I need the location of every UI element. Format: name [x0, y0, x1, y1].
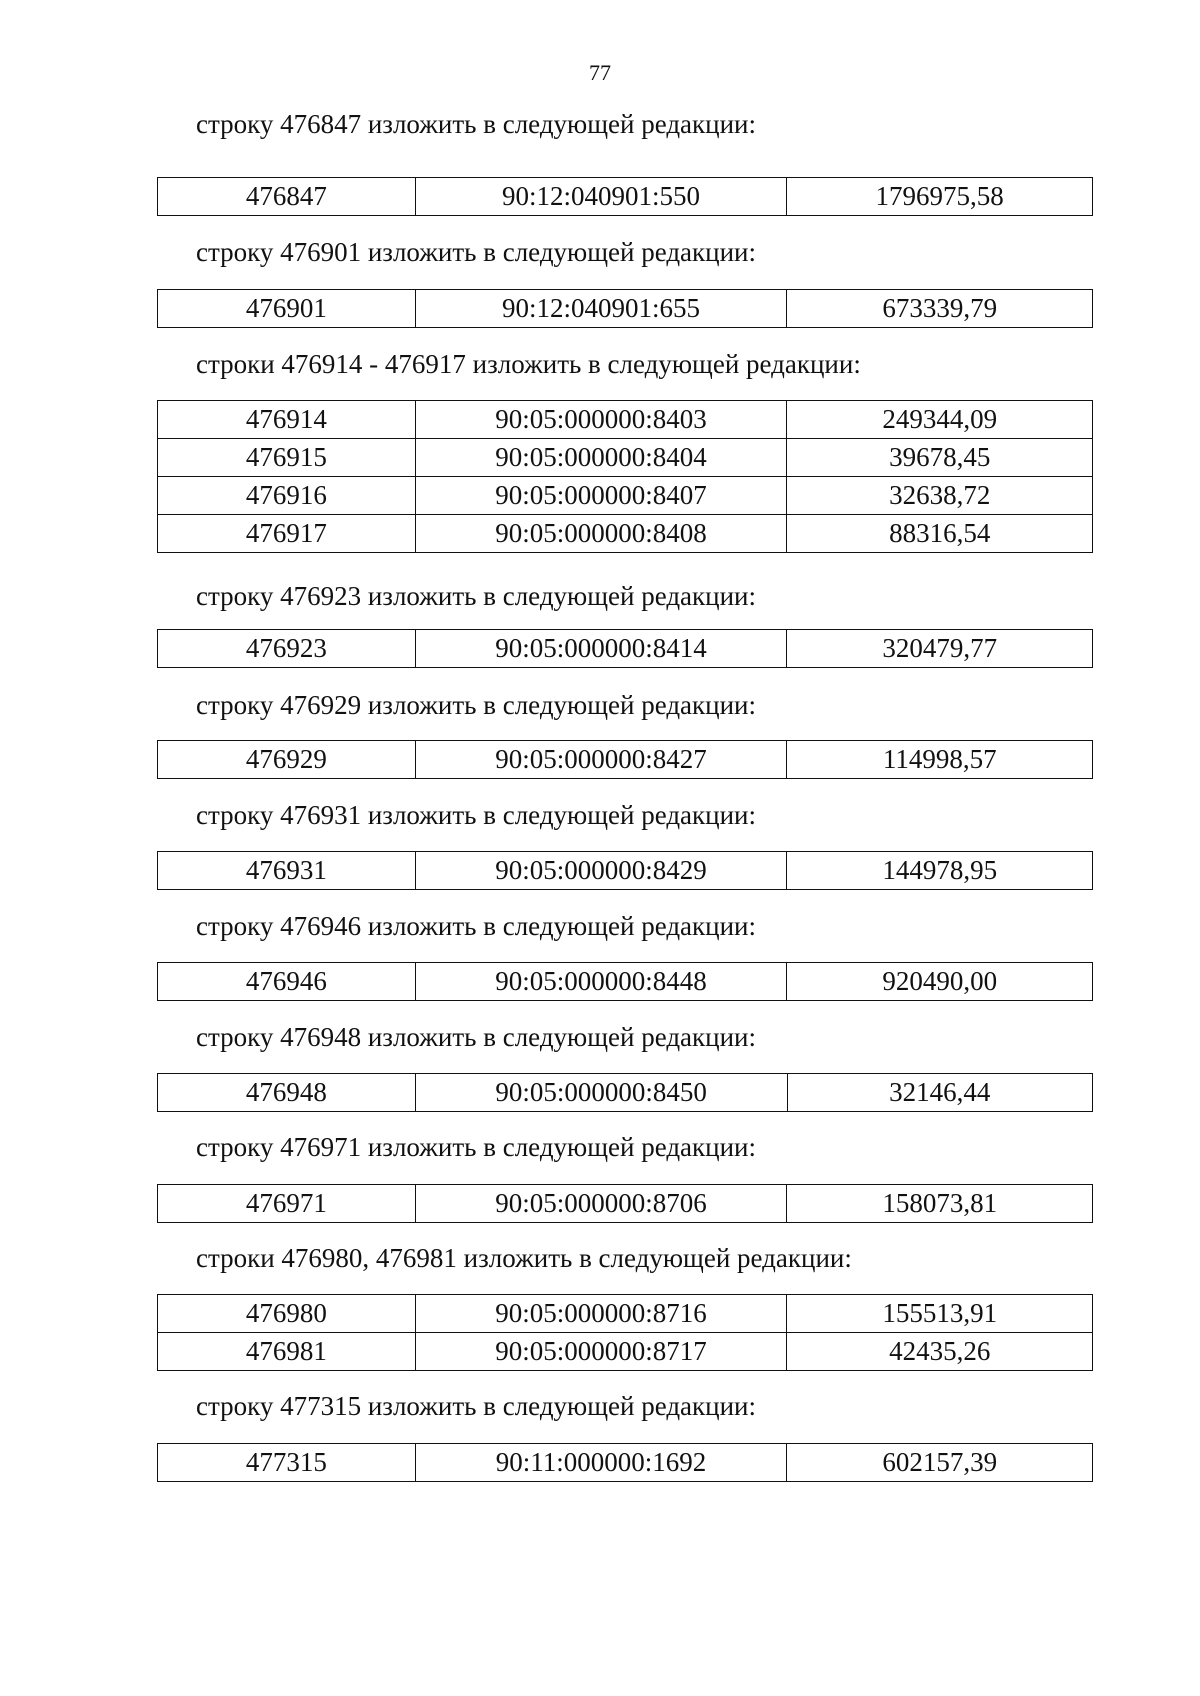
- amendment-instruction: строку 476901 изложить в следующей редакции:: [196, 237, 757, 267]
- table-row: [158, 515, 1093, 553]
- value-cell: 920490,00: [787, 963, 1093, 1001]
- table-row: [158, 178, 1093, 216]
- cadastral-number-cell: 90:05:000000:8706: [415, 1185, 787, 1223]
- value-cell: 114998,57: [787, 741, 1093, 779]
- table-row: [158, 1074, 1093, 1112]
- value-cell: 673339,79: [787, 290, 1093, 328]
- value-cell: 1796975,58: [787, 178, 1093, 216]
- table-row: [158, 1333, 1093, 1371]
- cadastral-number-cell: 90:05:000000:8408: [415, 515, 787, 553]
- amendment-table: [157, 400, 1093, 553]
- amendment-instruction: строку 477315 изложить в следующей редакции:: [196, 1391, 757, 1421]
- amendment-table: [157, 629, 1093, 668]
- amendment-instruction: строки 476914 - 476917 изложить в следующей редакции:: [196, 349, 861, 379]
- cadastral-number-cell: 90:05:000000:8403: [415, 401, 787, 439]
- amendment-instruction: строку 476948 изложить в следующей редакции:: [196, 1022, 757, 1052]
- amendment-instruction: строку 476931 изложить в следующей редакции:: [196, 800, 757, 830]
- amendment-instruction: строку 476923 изложить в следующей редакции:: [196, 581, 757, 611]
- amendment-instruction: строки 476980, 476981 изложить в следующей редакции:: [196, 1243, 852, 1273]
- row-number-cell: 476901: [158, 290, 416, 328]
- value-cell: 602157,39: [787, 1444, 1093, 1482]
- cadastral-number-cell: 90:12:040901:655: [415, 290, 787, 328]
- row-number-cell: 476929: [158, 741, 416, 779]
- amendment-table: [157, 962, 1093, 1001]
- row-number-cell: 476948: [158, 1074, 416, 1112]
- value-cell: 32146,44: [787, 1074, 1093, 1112]
- table-row: [158, 477, 1093, 515]
- row-number-cell: 476917: [158, 515, 416, 553]
- row-number-cell: 476931: [158, 852, 416, 890]
- cadastral-number-cell: 90:05:000000:8450: [415, 1074, 787, 1112]
- value-cell: 39678,45: [787, 439, 1093, 477]
- cadastral-number-cell: 90:05:000000:8407: [415, 477, 787, 515]
- value-cell: 320479,77: [787, 630, 1093, 668]
- row-number-cell: 477315: [158, 1444, 416, 1482]
- cadastral-number-cell: 90:05:000000:8448: [415, 963, 787, 1001]
- row-number-cell: 476847: [158, 178, 416, 216]
- cadastral-number-cell: 90:11:000000:1692: [415, 1444, 787, 1482]
- amendment-instruction: строку 476847 изложить в следующей редакции:: [196, 109, 757, 139]
- cadastral-number-cell: 90:05:000000:8404: [415, 439, 787, 477]
- table-row: [158, 1295, 1093, 1333]
- amendment-table: [157, 1184, 1093, 1223]
- amendment-instruction: строку 476971 изложить в следующей редакции:: [196, 1132, 757, 1162]
- table-row: [158, 290, 1093, 328]
- cadastral-number-cell: 90:05:000000:8414: [415, 630, 787, 668]
- amendment-table: [157, 1443, 1093, 1482]
- amendment-instruction: строку 476929 изложить в следующей редакции:: [196, 690, 757, 720]
- row-number-cell: 476916: [158, 477, 416, 515]
- row-number-cell: 476981: [158, 1333, 416, 1371]
- table-row: [158, 401, 1093, 439]
- row-number-cell: 476946: [158, 963, 416, 1001]
- row-number-cell: 476914: [158, 401, 416, 439]
- table-row: [158, 1185, 1093, 1223]
- value-cell: 158073,81: [787, 1185, 1093, 1223]
- row-number-cell: 476980: [158, 1295, 416, 1333]
- amendment-table: [157, 851, 1093, 890]
- amendment-instruction: строку 476946 изложить в следующей редакции:: [196, 911, 757, 941]
- value-cell: 42435,26: [787, 1333, 1093, 1371]
- amendment-table: [157, 1294, 1093, 1371]
- value-cell: 155513,91: [787, 1295, 1093, 1333]
- table-row: [158, 1444, 1093, 1482]
- cadastral-number-cell: 90:05:000000:8716: [415, 1295, 787, 1333]
- table-row: [158, 741, 1093, 779]
- value-cell: 32638,72: [787, 477, 1093, 515]
- cadastral-number-cell: 90:05:000000:8717: [415, 1333, 787, 1371]
- cadastral-number-cell: 90:05:000000:8429: [415, 852, 787, 890]
- row-number-cell: 476971: [158, 1185, 416, 1223]
- value-cell: 249344,09: [787, 401, 1093, 439]
- amendment-table: [157, 177, 1093, 216]
- table-row: [158, 963, 1093, 1001]
- row-number-cell: 476915: [158, 439, 416, 477]
- amendment-table: [157, 1073, 1093, 1112]
- page-number: 77: [589, 60, 611, 85]
- value-cell: 144978,95: [787, 852, 1093, 890]
- table-row: [158, 630, 1093, 668]
- value-cell: 88316,54: [787, 515, 1093, 553]
- table-row: [158, 439, 1093, 477]
- amendment-table: [157, 740, 1093, 779]
- amendment-table: [157, 289, 1093, 328]
- row-number-cell: 476923: [158, 630, 416, 668]
- table-row: [158, 852, 1093, 890]
- cadastral-number-cell: 90:05:000000:8427: [415, 741, 787, 779]
- cadastral-number-cell: 90:12:040901:550: [415, 178, 787, 216]
